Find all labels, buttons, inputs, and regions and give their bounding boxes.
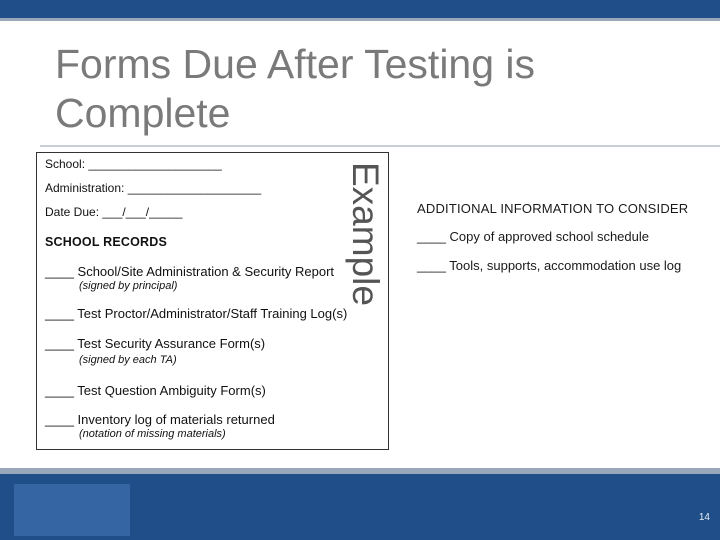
title-divider [40, 145, 720, 147]
checklist-item: ____ Test Proctor/Administrator/Staff Training Log(s) [45, 306, 348, 321]
example-watermark: Example [345, 162, 386, 306]
additional-info-heading: ADDITIONAL INFORMATION TO CONSIDER [417, 201, 689, 216]
checklist-item-note: (signed by each TA) [79, 354, 177, 366]
top-stripe [0, 18, 720, 21]
top-banner [0, 0, 720, 18]
slide-title: Forms Due After Testing is Complete [55, 41, 536, 136]
checklist-item: ____ Inventory log of materials returned [45, 412, 275, 427]
additional-item: ____ Copy of approved school schedule [417, 229, 649, 244]
date-due-field: Date Due: ___/___/_____ [45, 205, 183, 219]
checklist-item: ____ Test Security Assurance Form(s) [45, 336, 266, 351]
example-form [36, 152, 389, 450]
page-number: 14 [698, 512, 710, 523]
school-records-heading: SCHOOL RECORDS [45, 235, 168, 249]
school-field: School: ____________________ [45, 157, 222, 171]
checklist-item: ____ Test Question Ambiguity Form(s) [45, 383, 266, 398]
administration-field: Administration: ____________________ [45, 181, 262, 195]
additional-item: ____ Tools, supports, accommodation use log [417, 258, 682, 273]
footer-logo-box [14, 484, 130, 536]
checklist-item-note: (signed by principal) [79, 280, 178, 292]
checklist-item-note: (notation of missing materials) [79, 428, 226, 440]
checklist-item: ____ School/Site Administration & Security Report [45, 264, 335, 279]
